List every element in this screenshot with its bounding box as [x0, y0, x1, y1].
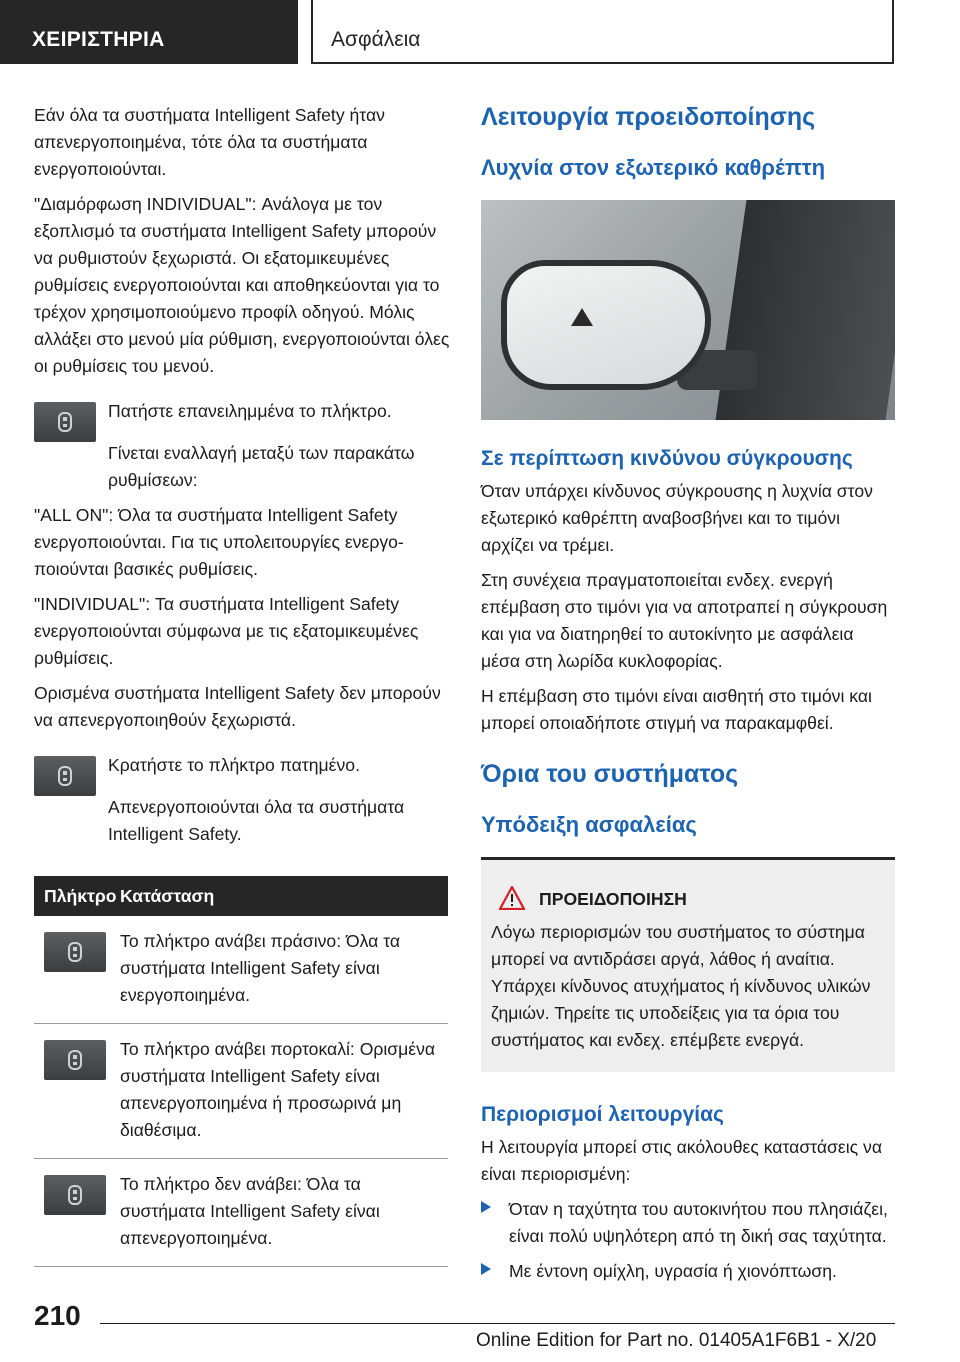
intelligent-safety-button-icon: [34, 402, 96, 442]
warning-triangle-icon: [499, 886, 525, 910]
limitations-list: [481, 1196, 895, 1285]
list-item: Όταν η ταχύτητα του αυτοκινήτου που πλησιάζει, είναι πολύ υψηλότερη από τη δική σας ταχύτητα.: [481, 1196, 895, 1250]
table-col-status: Κατάσταση: [120, 876, 448, 916]
left-column: [34, 102, 450, 1267]
table-cell: Το πλήκτρο ανάβει πορτοκαλί: Ορισμένα συστήματα Intelligent Safety είναι απενεργοποιημένα ή προσωρινά μη διαθέσιμα.: [120, 1024, 448, 1159]
button-orange-icon: [44, 1040, 106, 1080]
table-header: [34, 876, 448, 916]
right-column: [481, 102, 895, 1293]
header-section-tab: [311, 0, 894, 64]
paragraph: Ορισμένα συστήματα Intelligent Safety δεν μπορούν να απενεργοποιηθούν ξεχωριστά.: [34, 683, 441, 730]
warning-title: ΠΡΟΕΙΔΟΠΟΙΗΣΗ: [539, 886, 885, 913]
button-off-icon: [44, 1175, 106, 1215]
section-heading: Λειτουργία προειδοποίησης: [481, 103, 816, 131]
chapter-title: ΧΕΙΡΙΣΤΗΡΙΑ: [32, 28, 165, 51]
button-green-icon: [44, 932, 106, 972]
subsection-heading: Υπόδειξη ασφαλείας: [481, 812, 697, 837]
page-number: 210: [34, 1300, 81, 1331]
warning-triangle-icon: [571, 308, 593, 326]
paragraph: Όταν υπάρχει κίνδυνος σύγκρουσης η λυχνία στον εξωτερικό καθρέπτη αναβοσβήνει και το τιμόνι αρχίζει να τρέμει.: [481, 481, 873, 555]
table-row: [34, 1024, 448, 1159]
subsection-heading: Σε περίπτωση κινδύνου σύγκρουσης: [481, 447, 853, 470]
paragraph: Εάν όλα τα συστήματα Intelligent Safety ήταν απενεργοποιημένα, τότε όλα τα συστήματα ενεργοποιούνται.: [34, 105, 385, 179]
step-text: Πατήστε επανειλημμένα το πλήκτρο.: [108, 401, 392, 421]
warning-text: Λόγω περιορισμών του συστήματος το σύστημα μπορεί να αντιδράσει αργά, λάθος ή αναίτια. Υπάρχει κίνδυνος ατυχήματος ή κίνδυνος υλικών ζημιών. Τηρείτε τις υποδείξεις για τα όρια του συστήματος και ενδεχ. επέμβετε ενεργά.: [491, 922, 871, 1050]
step-press-repeatedly: [34, 398, 450, 458]
subsection-heading: Λυχνία στον εξωτερικό καθρέπτη: [481, 155, 826, 180]
section-heading: Όρια του συστήματος: [481, 760, 739, 788]
section-title: Ασφάλεια: [331, 28, 421, 51]
bullet-arrow-icon: [481, 1201, 491, 1213]
paragraph: Στη συνέχεια πραγματοποιείται ενδεχ. ενεργή επέμβαση στο τιμόνι για να αποτραπεί η σύγκρουση και για να διατηρηθεί το αυτοκίνητο με ασφάλεια μέσα στη λωρίδα κυκλοφορίας.: [481, 570, 888, 671]
table-cell: Το πλήκτρο δεν ανάβει: Όλα τα συστήματα Intelligent Safety είναι απενεργοποιημένα.: [120, 1159, 448, 1267]
button-status-table: [34, 876, 448, 1267]
table-col-button: Πλήκτρο: [34, 876, 120, 916]
table-row: [34, 1159, 448, 1267]
paragraph: Η επέμβαση στο τιμόνι είναι αισθητή στο τιμόνι και μπορεί οποιαδήποτε στιγμή να παρακαμφθεί.: [481, 686, 872, 733]
intelligent-safety-button-icon: [34, 756, 96, 796]
footer-edition: Online Edition for Part no. 01405A1F6B1 - X/20: [476, 1330, 877, 1351]
table-row: [34, 916, 448, 1024]
warning-box: [481, 857, 895, 1072]
header-chapter-tab: [0, 0, 298, 64]
side-mirror-photo: [481, 200, 895, 420]
paragraph: "Διαμόρφωση INDIVIDUAL": Ανάλογα με τον εξοπλισμό τα συστήματα Intelligent Safety μπορούν να ρυθμιστούν ξεχωριστά. Οι εξατομικευμένες ρυθμίσεις ενεργοποιούνται και αποθηκεύονται για το τρέχον χρησιμοποιούμενο προφίλ οδηγού. Μόλις αλλάξει στο μενού μία ρύθμιση, ενεργοποιούνται όλες οι ρυθμίσεις του μενού.: [34, 194, 450, 376]
paragraph: Η λειτουργία μπορεί στις ακόλουθες καταστάσεις να είναι περιορισμένη:: [481, 1137, 883, 1184]
list-item: Με έντονη ομίχλη, υγρασία ή χιονόπτωση.: [481, 1258, 895, 1285]
bullet-arrow-icon: [481, 1263, 491, 1275]
paragraph: "INDIVIDUAL": Τα συστήματα Intelligent Safety ενεργοποιούνται σύμφωνα με τις εξατομικευμένες ρυθμίσεις.: [34, 594, 419, 668]
step-result: Γίνεται εναλλαγή μεταξύ των παρακάτω ρυθμίσεων:: [108, 443, 415, 490]
subsection-heading: Περιορισμοί λειτουργίας: [481, 1103, 724, 1126]
step-hold-button: [34, 752, 450, 812]
step-result: Απενεργοποιούνται όλα τα συστήματα Intelligent Safety.: [108, 797, 405, 844]
table-cell: Το πλήκτρο ανάβει πράσινο: Όλα τα συστήματα Intelligent Safety είναι ενεργοποιημένα.: [120, 916, 448, 1024]
step-text: Κρατήστε το πλήκτρο πατημένο.: [108, 755, 360, 775]
paragraph: "ALL ON": Όλα τα συστήματα Intelligent Safety ενεργοποιούνται. Για τις υπολειτουργίες ενεργοποιούνται βασικές ρυθμίσεις.: [34, 505, 404, 579]
footer-divider: [100, 1323, 895, 1324]
